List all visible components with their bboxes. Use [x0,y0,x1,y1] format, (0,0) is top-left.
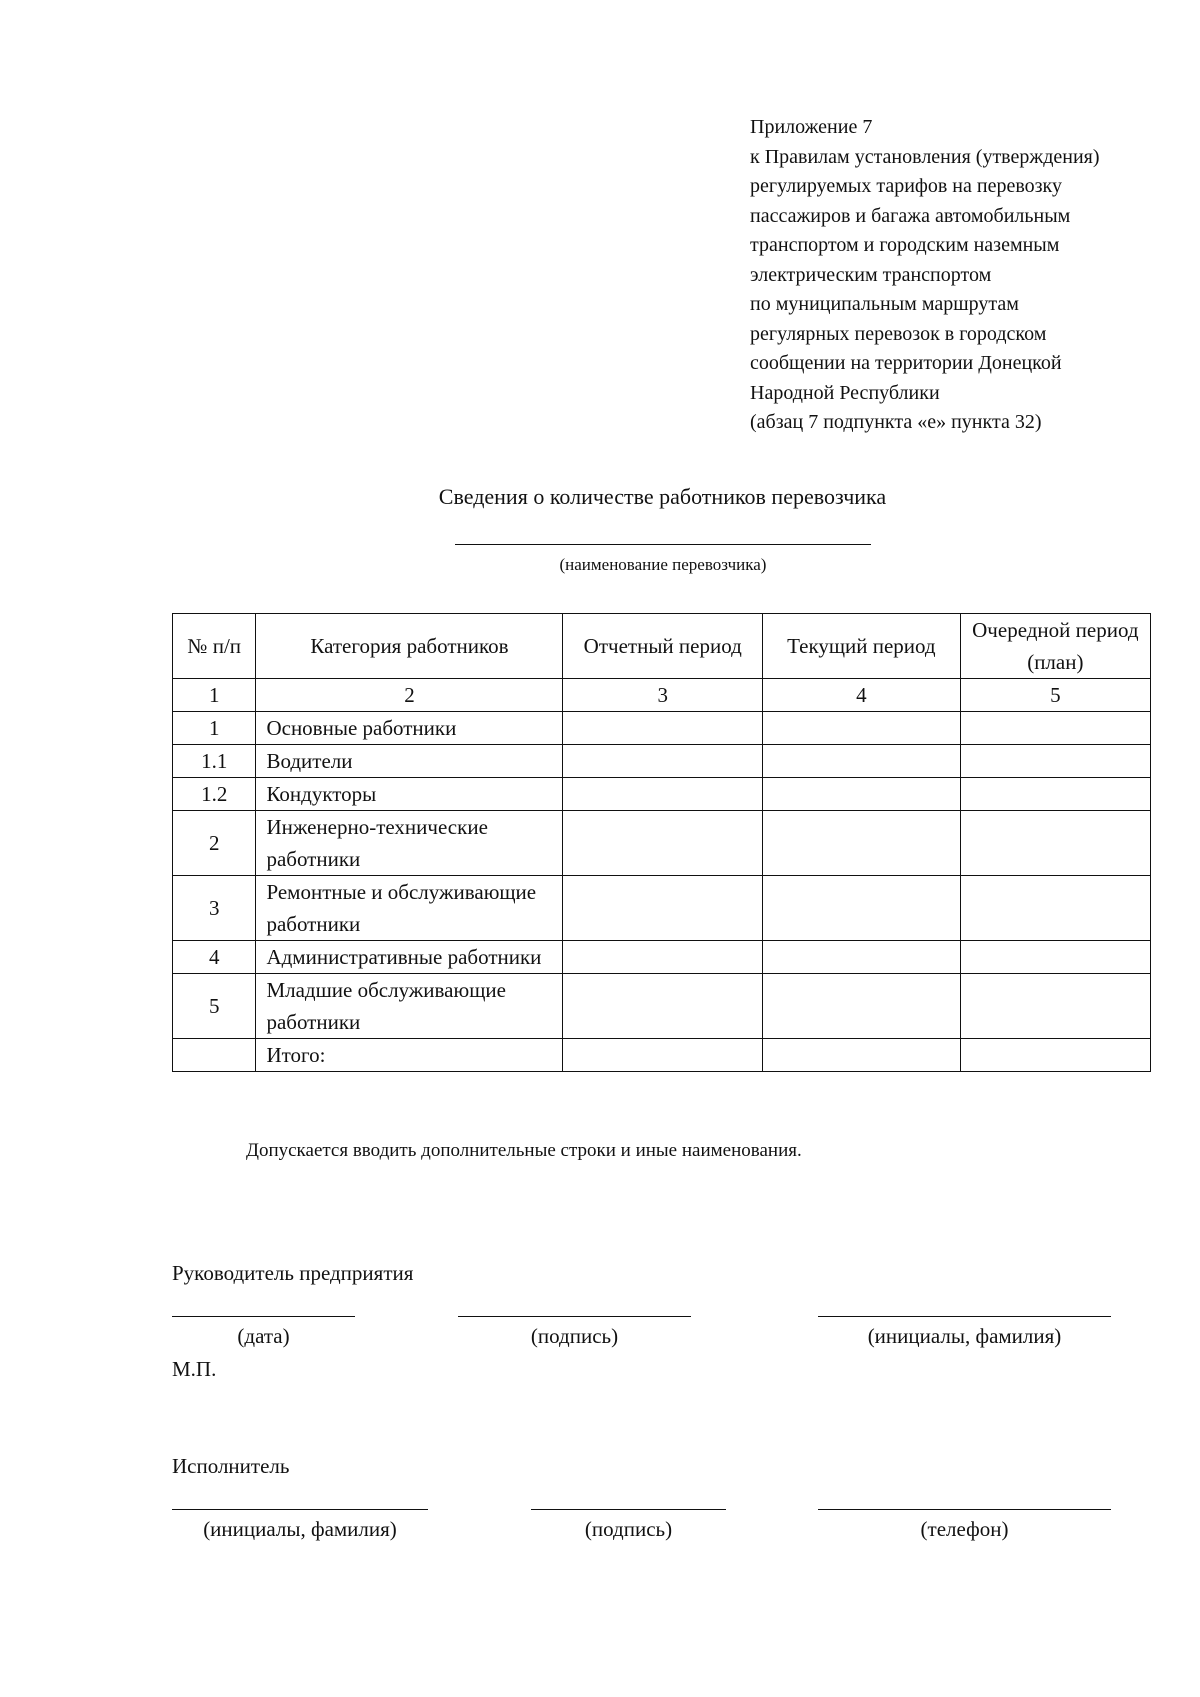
row-num: 1.2 [173,778,256,811]
appendix-line: регулярных перевозок в городском [750,322,1047,345]
header-category: Категория работников [256,614,563,679]
current-cell[interactable] [763,745,961,778]
appendix-line: сообщении на территории Донецкой [750,352,1062,374]
current-cell[interactable] [763,876,961,941]
reporting-cell[interactable] [563,1039,763,1072]
executor-phone-line[interactable] [818,1509,1111,1510]
executor-signature-caption: (подпись) [584,1517,673,1541]
column-number: 3 [563,679,763,712]
current-cell[interactable] [763,778,961,811]
row-num: 3 [173,876,256,941]
reporting-cell[interactable] [563,811,763,876]
staff-table [172,613,1151,1072]
next-cell[interactable] [960,941,1150,974]
executor-name-caption: (инициалы, фамилия) [203,1517,397,1541]
table-row [173,712,1151,745]
row-num: 4 [173,941,256,974]
row-category: Инженерно-технические работники [256,811,563,876]
row-category: Административные работники [256,941,563,974]
table-row [173,974,1151,1039]
reporting-cell[interactable] [563,712,763,745]
executor-signature-line[interactable] [531,1509,726,1510]
carrier-name-caption: (наименование перевозчика) [559,555,767,574]
header-next-period: Очередной период (план) [960,614,1150,679]
column-number: 4 [763,679,961,712]
row-category: Младшие обслуживающие работники [256,974,563,1039]
current-cell[interactable] [763,811,961,876]
head-label: Руководитель предприятия [172,1261,414,1285]
appendix-line: регулируемых тарифов на перевозку [750,175,1062,197]
reporting-cell[interactable] [563,876,763,941]
executor-name-line[interactable] [172,1509,428,1510]
table-row [173,941,1151,974]
current-cell[interactable] [763,974,961,1039]
next-cell[interactable] [960,778,1150,811]
column-number: 5 [960,679,1150,712]
next-cell[interactable] [960,745,1150,778]
executor-phone-caption: (телефон) [920,1517,1009,1541]
head-date-caption: (дата) [237,1324,290,1348]
carrier-name-line[interactable] [455,544,871,545]
reporting-cell[interactable] [563,778,763,811]
reporting-cell[interactable] [563,941,763,974]
table-row [173,876,1151,941]
head-date-line[interactable] [172,1316,355,1317]
header-num: № п/п [173,614,256,679]
next-cell[interactable] [960,811,1150,876]
document-title: Сведения о количестве работников перевозчика [438,484,887,509]
table-header-row [173,614,1151,679]
head-signature-line[interactable] [458,1316,691,1317]
appendix-line: по муниципальным маршрутам [750,293,1019,315]
stamp-label: М.П. [172,1357,217,1381]
head-name-caption: (инициалы, фамилия) [867,1324,1062,1348]
reporting-cell[interactable] [563,974,763,1039]
current-cell[interactable] [763,941,961,974]
row-category: Основные работники [256,712,563,745]
current-cell[interactable] [763,712,961,745]
row-num: 1.1 [173,745,256,778]
row-category: Кондукторы [256,778,563,811]
row-category: Водители [256,745,563,778]
header-current-period: Текущий период [763,614,961,679]
head-signature-caption: (подпись) [530,1324,619,1348]
appendix-line: транспортом и городским наземным [750,234,1060,256]
current-cell[interactable] [763,1039,961,1072]
table-row [173,778,1151,811]
row-num [173,1039,256,1072]
header-reporting-period: Отчетный период [563,614,763,679]
appendix-line: Приложение 7 [750,116,873,138]
row-num: 2 [173,811,256,876]
next-cell[interactable] [960,1039,1150,1072]
table-note: Допускается вводить дополнительные строки и иные наименования. [246,1140,802,1161]
appendix-line: Народной Республики [750,381,940,404]
table-row [173,745,1151,778]
next-cell[interactable] [960,876,1150,941]
executor-label: Исполнитель [172,1454,290,1478]
row-num: 5 [173,974,256,1039]
next-cell[interactable] [960,974,1150,1039]
total-row [173,1039,1151,1072]
reporting-cell[interactable] [563,745,763,778]
column-number: 1 [173,679,256,712]
row-num: 1 [173,712,256,745]
row-category: Итого: [256,1039,563,1072]
table-row [173,811,1151,876]
appendix-line: (абзац 7 подпункта «е» пункта 32) [750,411,1042,433]
row-category: Ремонтные и обслуживающие работники [256,876,563,941]
appendix-line: к Правилам установления (утверждения) [750,145,1100,168]
appendix-header [750,113,1170,438]
appendix-line: пассажиров и багажа автомобильным [750,204,1071,227]
column-number: 2 [256,679,563,712]
head-name-line[interactable] [818,1316,1111,1317]
next-cell[interactable] [960,712,1150,745]
appendix-line: электрическим транспортом [750,263,992,286]
column-number-row [173,679,1151,712]
